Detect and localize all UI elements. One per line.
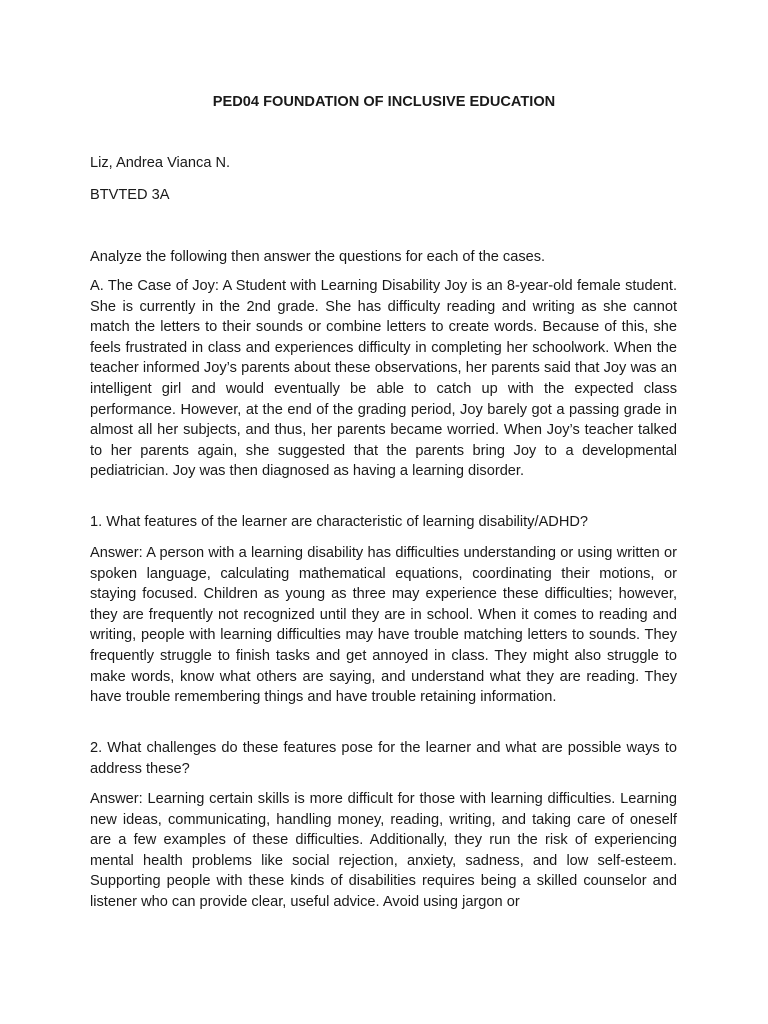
- case-a-paragraph: A. The Case of Joy: A Student with Learning Disability Joy is an 8-year-old female student. She is currently in the 2nd grade. She has difficulty reading and writing as she cannot match the letters to their sounds or combine letters to create words. Because of this, she feels frustrated in class and experiences difficulty in completing her schoolwork. When the teacher informed Joy’s parents about these observations, her parents said that Joy was an intelligent girl and would eventually be able to catch up with the expected class performance. However, at the end of the grading period, Joy barely got a passing grade in almost all her subjects, and thus, her parents became worried. When Joy’s teacher talked to her parents again, she suggested that the parents bring Joy to a developmental pediatrician. Joy was then diagnosed as having a learning disorder.: [90, 278, 677, 480]
- student-name: Liz, Andrea Vianca N.: [90, 155, 231, 171]
- document-title: PED04 FOUNDATION OF INCLUSIVE EDUCATION: [212, 94, 556, 110]
- question-2: 2. What challenges do these features pose for the learner and what are possible ways to address these?: [90, 740, 677, 777]
- answer-1: Answer: A person with a learning disability has difficulties understanding or using written or spoken language, calculating mathematical equations, coordinating their motions, or staying focused. Children as young as three may experience these difficulties; however, they are frequently not recognized until they are in school. When it comes to reading and writing, people with learning difficulties may have trouble matching letters to sounds. They frequently struggle to finish tasks and get annoyed in class. They might also struggle to make words, know what others are saying, and understand what they are reading. They have trouble remembering things and have trouble retaining information.: [90, 545, 677, 706]
- instructions: Analyze the following then answer the questions for each of the cases.: [90, 249, 546, 265]
- student-section: BTVTED 3A: [90, 187, 170, 203]
- question-1: 1. What features of the learner are characteristic of learning disability/ADHD?: [90, 514, 589, 530]
- answer-2: Answer: Learning certain skills is more difficult for those with learning difficulties. Learning new ideas, communicating, handling money, reading, writing, and taking care of oneself are a few examples of these difficulties. Additionally, they run the risk of experiencing mental health problems like social rejection, anxiety, sadness, and low self-esteem. Supporting people with these kinds of disabilities requires being a skilled counselor and listener who can provide clear, useful advice. Avoid using jargon or: [90, 791, 677, 910]
